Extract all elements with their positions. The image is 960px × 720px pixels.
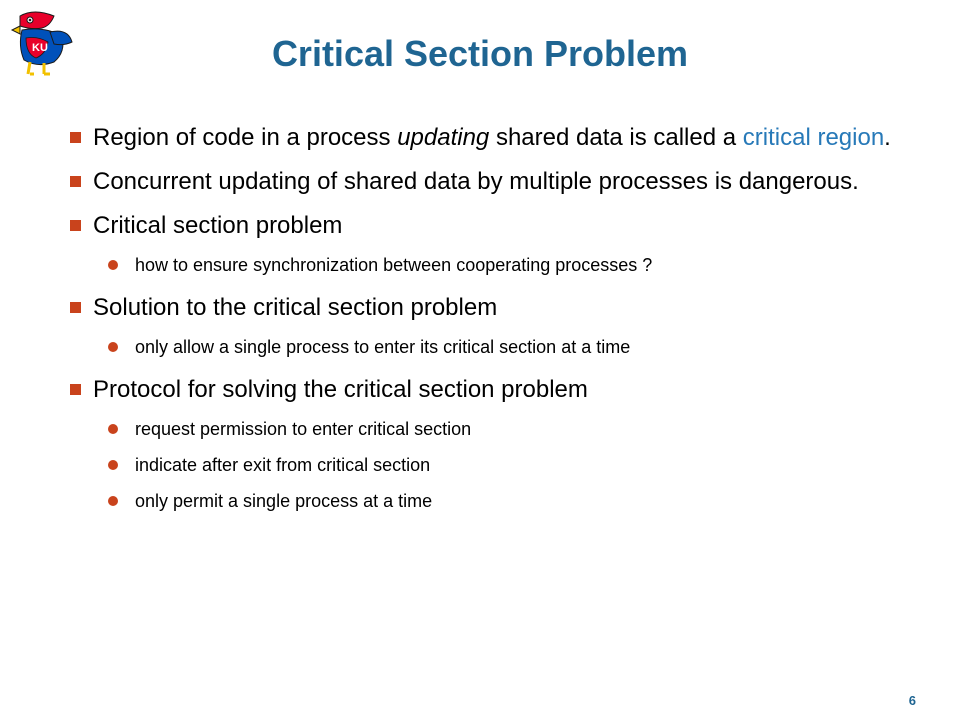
bullet-text-segment: Region of code in a process [93, 124, 398, 151]
bullet-text: Protocol for solving the critical section problem [93, 376, 588, 403]
page-number: 6 [908, 693, 916, 708]
sub-bullet-text: indicate after exit from critical section [135, 455, 431, 475]
emphasis-text: updating [397, 124, 490, 151]
slide-title: Critical Section Problem [271, 33, 689, 74]
bullet-text: Solution to the critical section problem [93, 294, 498, 321]
bullet-text: Concurrent updating of shared data by multiple processes is dangerous. [93, 168, 859, 195]
sub-bullet-text: how to ensure synchronization between cooperating processes ? [135, 255, 653, 275]
highlighted-term: critical region [742, 124, 885, 151]
bullet-text [93, 124, 891, 151]
round-bullet-icon [108, 260, 118, 270]
sub-bullet-text: only permit a single process at a time [135, 491, 433, 511]
square-bullet-icon [70, 302, 81, 313]
bullet-list [70, 122, 930, 513]
sub-bullet-item [70, 417, 930, 441]
round-bullet-icon [108, 496, 118, 506]
square-bullet-icon [70, 176, 81, 187]
sub-bullet-text: request permission to enter critical section [135, 419, 472, 439]
sub-bullet-text: only allow a single process to enter its critical section at a time [135, 337, 631, 357]
bullet-item [70, 292, 930, 323]
round-bullet-icon [108, 342, 118, 352]
sub-bullet-item [70, 335, 930, 359]
bullet-item [70, 210, 930, 241]
round-bullet-icon [108, 460, 118, 470]
sub-bullet-item [70, 453, 930, 477]
bullet-text-segment: . [884, 124, 891, 151]
ku-letters: KU [32, 42, 48, 54]
square-bullet-icon [70, 220, 81, 231]
bullet-item [70, 374, 930, 405]
sub-bullet-item [70, 489, 930, 513]
bullet-item [70, 122, 930, 153]
bullet-text-segment: shared data is called a [489, 124, 743, 151]
round-bullet-icon [108, 424, 118, 434]
square-bullet-icon [70, 132, 81, 143]
square-bullet-icon [70, 384, 81, 395]
sub-bullet-item [70, 253, 930, 277]
bullet-item [70, 166, 930, 197]
bullet-text: Critical section problem [93, 212, 343, 239]
